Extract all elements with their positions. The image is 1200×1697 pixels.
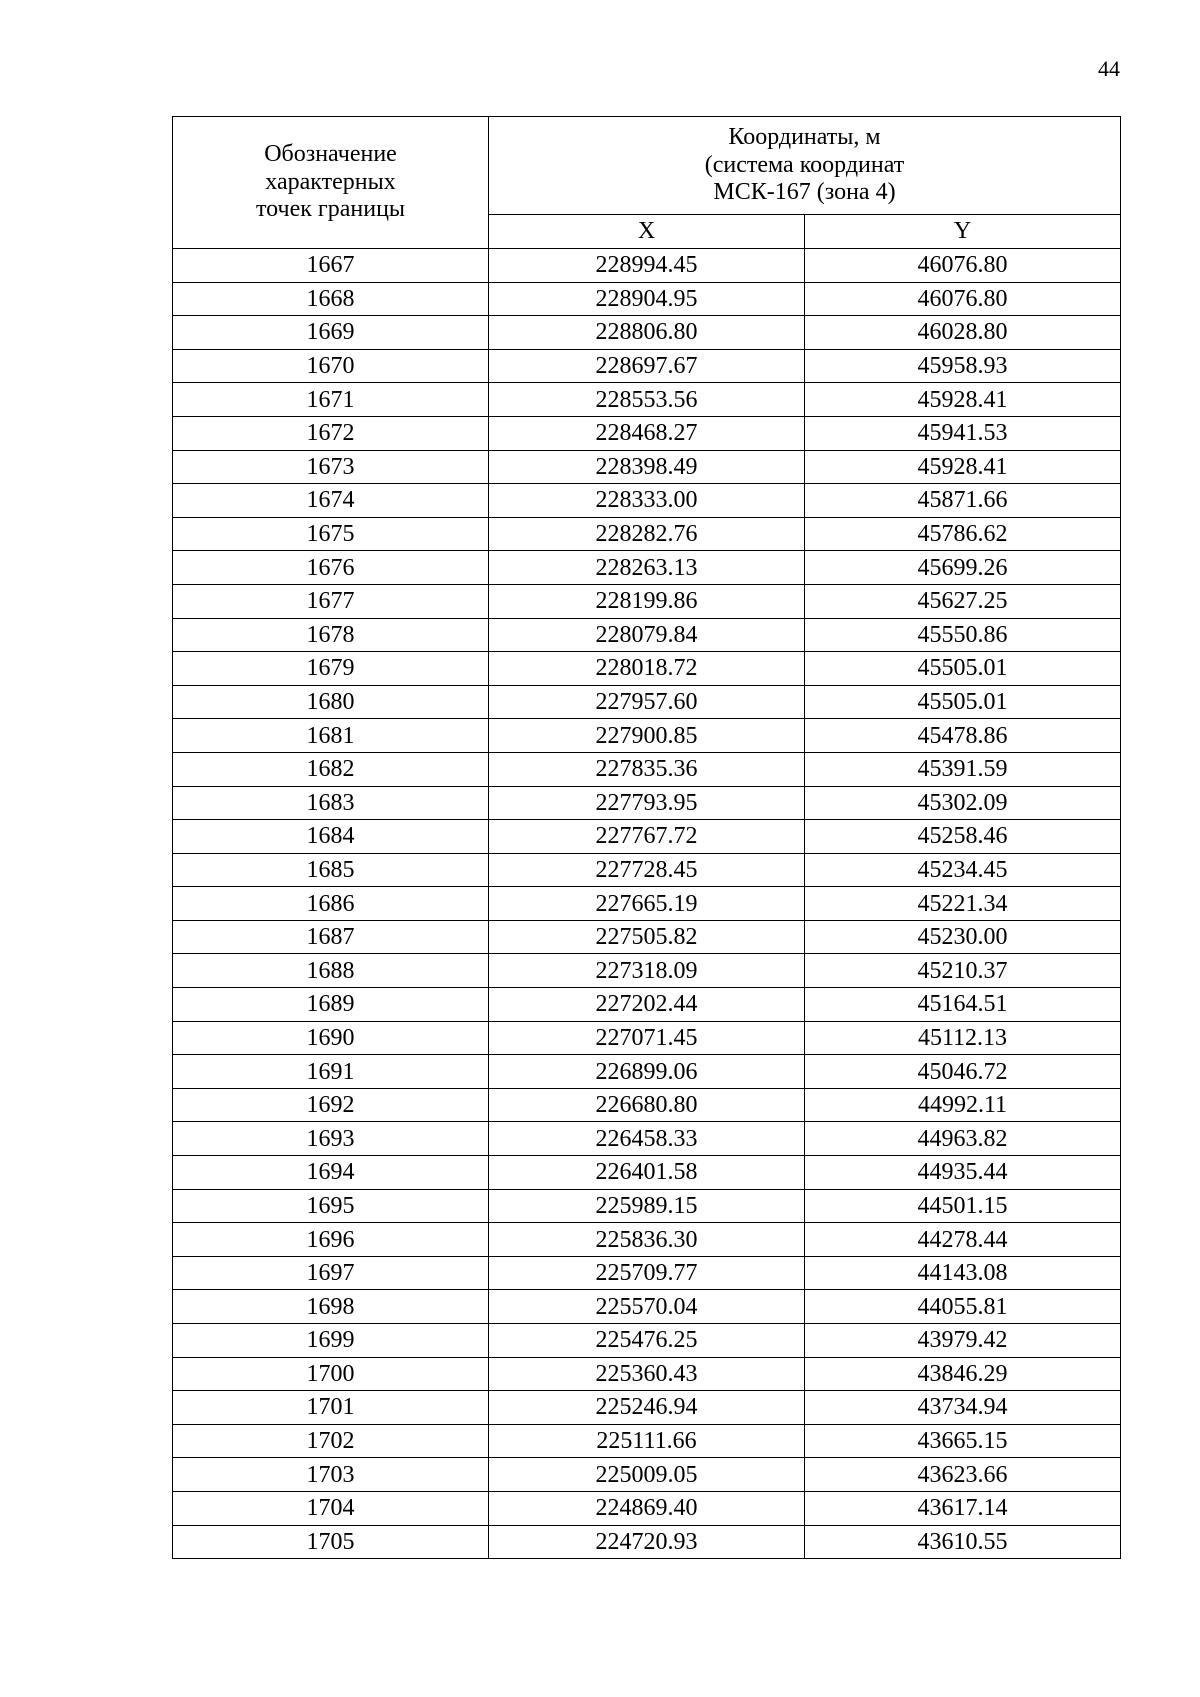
x-coordinate-cell: 227835.36 — [489, 752, 805, 786]
header-coordinates-line: (система координат — [704, 151, 905, 178]
table-row — [173, 786, 1121, 820]
y-coordinate-cell: 45230.00 — [805, 920, 1121, 954]
point-id-cell: 1704 — [173, 1491, 489, 1525]
x-coordinate-cell: 228904.95 — [489, 282, 805, 316]
table-row — [173, 1357, 1121, 1391]
x-coordinate-cell: 228079.84 — [489, 618, 805, 652]
y-coordinate-cell: 46076.80 — [805, 249, 1121, 283]
table-row — [173, 1290, 1121, 1324]
x-coordinate-cell: 225989.15 — [489, 1189, 805, 1223]
y-coordinate-cell: 44992.11 — [805, 1088, 1121, 1122]
point-id-cell: 1684 — [173, 820, 489, 854]
y-coordinate-cell: 45550.86 — [805, 618, 1121, 652]
x-coordinate-cell: 227728.45 — [489, 853, 805, 887]
header-coordinates-line: Координаты, м — [728, 124, 881, 151]
table-row — [173, 584, 1121, 618]
y-coordinate-cell: 45478.86 — [805, 719, 1121, 753]
x-coordinate-cell: 228018.72 — [489, 652, 805, 686]
y-coordinate-cell: 45786.62 — [805, 517, 1121, 551]
point-id-cell: 1673 — [173, 450, 489, 484]
y-coordinate-cell: 45505.01 — [805, 652, 1121, 686]
table-row — [173, 1324, 1121, 1358]
table-row — [173, 282, 1121, 316]
x-coordinate-cell: 226899.06 — [489, 1055, 805, 1089]
y-coordinate-cell: 44055.81 — [805, 1290, 1121, 1324]
x-coordinate-cell: 225570.04 — [489, 1290, 805, 1324]
table-row — [173, 887, 1121, 921]
header-coordinates — [489, 117, 1121, 215]
table-row — [173, 383, 1121, 417]
table-row — [173, 954, 1121, 988]
point-id-cell: 1677 — [173, 584, 489, 618]
y-coordinate-cell: 45627.25 — [805, 584, 1121, 618]
table-row — [173, 1391, 1121, 1425]
table-row — [173, 1424, 1121, 1458]
x-coordinate-cell: 228994.45 — [489, 249, 805, 283]
table-row — [173, 1088, 1121, 1122]
point-id-cell: 1689 — [173, 988, 489, 1022]
y-coordinate-cell: 43665.15 — [805, 1424, 1121, 1458]
table-row — [173, 249, 1121, 283]
y-coordinate-cell: 45221.34 — [805, 887, 1121, 921]
x-coordinate-cell: 227900.85 — [489, 719, 805, 753]
y-coordinate-cell: 44143.08 — [805, 1256, 1121, 1290]
x-coordinate-cell: 226401.58 — [489, 1156, 805, 1190]
x-coordinate-cell: 228553.56 — [489, 383, 805, 417]
y-coordinate-cell: 45699.26 — [805, 551, 1121, 585]
y-coordinate-cell: 45302.09 — [805, 786, 1121, 820]
point-id-cell: 1671 — [173, 383, 489, 417]
point-id-cell: 1703 — [173, 1458, 489, 1492]
y-coordinate-cell: 44963.82 — [805, 1122, 1121, 1156]
point-id-cell: 1682 — [173, 752, 489, 786]
point-id-cell: 1700 — [173, 1357, 489, 1391]
table-row — [173, 1458, 1121, 1492]
point-id-cell: 1691 — [173, 1055, 489, 1089]
page-number: 44 — [1098, 56, 1120, 81]
point-id-cell: 1675 — [173, 517, 489, 551]
header-designation-line: характерных — [265, 168, 396, 195]
table-row — [173, 988, 1121, 1022]
table-row — [173, 416, 1121, 450]
y-coordinate-cell: 46076.80 — [805, 282, 1121, 316]
y-coordinate-cell: 44278.44 — [805, 1223, 1121, 1257]
header-designation-line: точек границы — [255, 196, 406, 223]
y-coordinate-cell: 45210.37 — [805, 954, 1121, 988]
y-coordinate-cell: 45928.41 — [805, 450, 1121, 484]
x-coordinate-cell: 225476.25 — [489, 1324, 805, 1358]
point-id-cell: 1701 — [173, 1391, 489, 1425]
point-id-cell: 1676 — [173, 551, 489, 585]
table-row — [173, 1525, 1121, 1559]
point-id-cell: 1692 — [173, 1088, 489, 1122]
y-coordinate-cell: 43610.55 — [805, 1525, 1121, 1559]
table-row — [173, 1491, 1121, 1525]
y-coordinate-cell: 43734.94 — [805, 1391, 1121, 1425]
x-coordinate-cell: 228468.27 — [489, 416, 805, 450]
table-row — [173, 719, 1121, 753]
table-row — [173, 316, 1121, 350]
point-id-cell: 1688 — [173, 954, 489, 988]
point-id-cell: 1694 — [173, 1156, 489, 1190]
point-id-cell: 1697 — [173, 1256, 489, 1290]
table-row — [173, 484, 1121, 518]
y-coordinate-cell: 45871.66 — [805, 484, 1121, 518]
point-id-cell: 1698 — [173, 1290, 489, 1324]
y-coordinate-cell: 45391.59 — [805, 752, 1121, 786]
x-coordinate-cell: 225009.05 — [489, 1458, 805, 1492]
x-coordinate-cell: 227505.82 — [489, 920, 805, 954]
y-coordinate-cell: 43979.42 — [805, 1324, 1121, 1358]
point-id-cell: 1668 — [173, 282, 489, 316]
y-coordinate-cell: 45164.51 — [805, 988, 1121, 1022]
x-coordinate-cell: 225111.66 — [489, 1424, 805, 1458]
header-coordinates-line: МСК-167 (зона 4) — [713, 179, 896, 206]
point-id-cell: 1674 — [173, 484, 489, 518]
y-coordinate-cell: 45958.93 — [805, 349, 1121, 383]
y-coordinate-cell: 43846.29 — [805, 1357, 1121, 1391]
header-point-designation — [173, 117, 489, 249]
x-coordinate-cell: 228697.67 — [489, 349, 805, 383]
point-id-cell: 1687 — [173, 920, 489, 954]
table-row — [173, 853, 1121, 887]
y-coordinate-cell: 44935.44 — [805, 1156, 1121, 1190]
table-row — [173, 551, 1121, 585]
header-x: X — [489, 215, 805, 249]
x-coordinate-cell: 227767.72 — [489, 820, 805, 854]
y-coordinate-cell: 45505.01 — [805, 685, 1121, 719]
header-designation-line: Обозначение — [264, 141, 397, 168]
y-coordinate-cell: 43617.14 — [805, 1491, 1121, 1525]
point-id-cell: 1686 — [173, 887, 489, 921]
y-coordinate-cell: 46028.80 — [805, 316, 1121, 350]
table-row — [173, 752, 1121, 786]
point-id-cell: 1679 — [173, 652, 489, 686]
table-row — [173, 618, 1121, 652]
x-coordinate-cell: 226680.80 — [489, 1088, 805, 1122]
table-row — [173, 1021, 1121, 1055]
table-row — [173, 517, 1121, 551]
point-id-cell: 1695 — [173, 1189, 489, 1223]
x-coordinate-cell: 227793.95 — [489, 786, 805, 820]
point-id-cell: 1681 — [173, 719, 489, 753]
header-y: Y — [805, 215, 1121, 249]
point-id-cell: 1699 — [173, 1324, 489, 1358]
x-coordinate-cell: 225709.77 — [489, 1256, 805, 1290]
x-coordinate-cell: 226458.33 — [489, 1122, 805, 1156]
x-coordinate-cell: 225246.94 — [489, 1391, 805, 1425]
table-row — [173, 1223, 1121, 1257]
point-id-cell: 1696 — [173, 1223, 489, 1257]
table-row — [173, 652, 1121, 686]
x-coordinate-cell: 224869.40 — [489, 1491, 805, 1525]
table-row — [173, 349, 1121, 383]
table-row — [173, 1122, 1121, 1156]
x-coordinate-cell: 227071.45 — [489, 1021, 805, 1055]
y-coordinate-cell: 45112.13 — [805, 1021, 1121, 1055]
x-coordinate-cell: 228806.80 — [489, 316, 805, 350]
y-coordinate-cell: 45258.46 — [805, 820, 1121, 854]
point-id-cell: 1680 — [173, 685, 489, 719]
x-coordinate-cell: 228398.49 — [489, 450, 805, 484]
point-id-cell: 1683 — [173, 786, 489, 820]
point-id-cell: 1669 — [173, 316, 489, 350]
table-row — [173, 1156, 1121, 1190]
x-coordinate-cell: 225836.30 — [489, 1223, 805, 1257]
x-coordinate-cell: 224720.93 — [489, 1525, 805, 1559]
y-coordinate-cell: 43623.66 — [805, 1458, 1121, 1492]
x-coordinate-cell: 227957.60 — [489, 685, 805, 719]
point-id-cell: 1667 — [173, 249, 489, 283]
table-row — [173, 920, 1121, 954]
x-coordinate-cell: 227202.44 — [489, 988, 805, 1022]
table-row — [173, 1189, 1121, 1223]
x-coordinate-cell: 225360.43 — [489, 1357, 805, 1391]
coordinates-table — [172, 116, 1121, 1559]
x-coordinate-cell: 228263.13 — [489, 551, 805, 585]
table-row — [173, 1256, 1121, 1290]
y-coordinate-cell: 45941.53 — [805, 416, 1121, 450]
table-row — [173, 820, 1121, 854]
point-id-cell: 1672 — [173, 416, 489, 450]
x-coordinate-cell: 228282.76 — [489, 517, 805, 551]
table-row — [173, 685, 1121, 719]
y-coordinate-cell: 45928.41 — [805, 383, 1121, 417]
x-coordinate-cell: 227318.09 — [489, 954, 805, 988]
point-id-cell: 1702 — [173, 1424, 489, 1458]
x-coordinate-cell: 228333.00 — [489, 484, 805, 518]
point-id-cell: 1705 — [173, 1525, 489, 1559]
point-id-cell: 1693 — [173, 1122, 489, 1156]
point-id-cell: 1670 — [173, 349, 489, 383]
x-coordinate-cell: 228199.86 — [489, 584, 805, 618]
y-coordinate-cell: 44501.15 — [805, 1189, 1121, 1223]
point-id-cell: 1690 — [173, 1021, 489, 1055]
point-id-cell: 1678 — [173, 618, 489, 652]
x-coordinate-cell: 227665.19 — [489, 887, 805, 921]
table-body — [173, 249, 1121, 1559]
point-id-cell: 1685 — [173, 853, 489, 887]
table-row — [173, 450, 1121, 484]
y-coordinate-cell: 45046.72 — [805, 1055, 1121, 1089]
table-row — [173, 1055, 1121, 1089]
y-coordinate-cell: 45234.45 — [805, 853, 1121, 887]
